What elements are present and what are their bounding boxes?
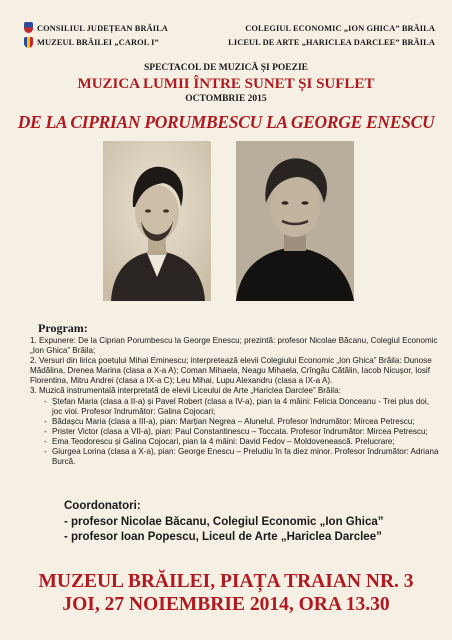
event-main-title: MUZICA LUMII ÎNTRE SUNET ȘI SUFLET bbox=[77, 76, 375, 92]
museum-crest-icon bbox=[24, 37, 33, 48]
program-subitem-1: - Ștefan Maria (clasa a II-a) și Pavel Robert (clasa a IV-a), pian la 4 mâini: Felicia Donceanu - Trei plus doi, joc vioi. Profesor îndrumător: Galina Cojocari; bbox=[52, 397, 440, 417]
venue-date: JOI, 27 NOIEMBRIE 2014, ORA 13.30 bbox=[62, 594, 390, 615]
header-right-2: LICEUL DE ARTE „HARICLEA DARCLEE” BRĂILA bbox=[228, 38, 435, 47]
county-crest-icon bbox=[24, 22, 33, 33]
coordinator-1: - profesor Nicolae Băcanu, Colegiul Economic „Ion Ghica” bbox=[64, 516, 384, 528]
portrait-enescu bbox=[236, 141, 354, 301]
header-left-1: CONSILIUL JUDEȚEAN BRĂILA bbox=[37, 24, 168, 33]
coordinators-title: Coordonatori: bbox=[64, 500, 141, 512]
header-left-2: MUZEUL BRĂILEI „CAROL I” bbox=[37, 38, 159, 47]
venue-place: MUZEUL BRĂILEI, PIAȚA TRAIAN NR. 3 bbox=[38, 571, 414, 592]
coordinator-2: - profesor Ioan Popescu, Liceul de Arte „Hariclea Darclee” bbox=[64, 531, 382, 543]
program-subitem-3: - Prister Victor (clasa a VII-a), pian: Paul Constantinescu – Toccata. Profesor îndrumător: Mircea Petrescu; bbox=[52, 427, 440, 437]
event-title: DE LA CIPRIAN PORUMBESCU LA GEORGE ENESCU bbox=[17, 112, 435, 132]
program-item-2: 2. Versuri din lirica poetului Mihai Eminescu; interpretează elevii Colegiului Economic „Ion Ghica” Brăila: Dunose Mădălina, Drenea Marina (clasa a X-a A); Coman Mihaela, Neagu Mihaela, Crîngău Cătălin, Iacob Nicușor, Iosif Florentina, Mitru Andrei (clasa a IX-a C); Leu Mihai, Lupu Alexandru (clasa a IX-a A). bbox=[30, 356, 432, 386]
event-subtitle: SPECTACOL DE MUZICĂ ȘI POEZIE bbox=[144, 63, 308, 73]
event-month: OCTOMBRIE 2015 bbox=[185, 94, 267, 104]
program-subitem-4: - Ema Teodorescu și Galina Cojocari, pian la 4 mâini: David Fedov – Moldovenească. Prelucrare; bbox=[52, 437, 440, 447]
program-subitem-5: - Giurgea Lorina (clasa a X-a), pian: George Enescu – Preludiu în fa diez minor. Profesor îndrumător: Adriana Burcă. bbox=[52, 447, 440, 467]
program-subitem-2: - Bădașcu Maria (clasa a III-a), pian: Marțian Negrea – Alunelul. Profesor îndrumător: Mircea Petrescu; bbox=[52, 417, 440, 427]
program-label: Program: bbox=[38, 321, 88, 335]
program-item-1: 1. Expunere: De la Ciprian Porumbescu la George Enescu; prezintă: profesor Nicolae Băcanu, Colegiul Economic „Ion Ghica” Brăila; bbox=[30, 336, 438, 356]
program-list bbox=[30, 336, 440, 467]
portrait-porumbescu bbox=[103, 141, 211, 301]
header-right-1: COLEGIUL ECONOMIC „ION GHICA” BRĂILA bbox=[245, 24, 435, 33]
program-item-3: 3. Muzică instrumentală interpretată de elevii Liceului de Arte „Hariclea Darclee” Brăila: bbox=[30, 386, 341, 396]
